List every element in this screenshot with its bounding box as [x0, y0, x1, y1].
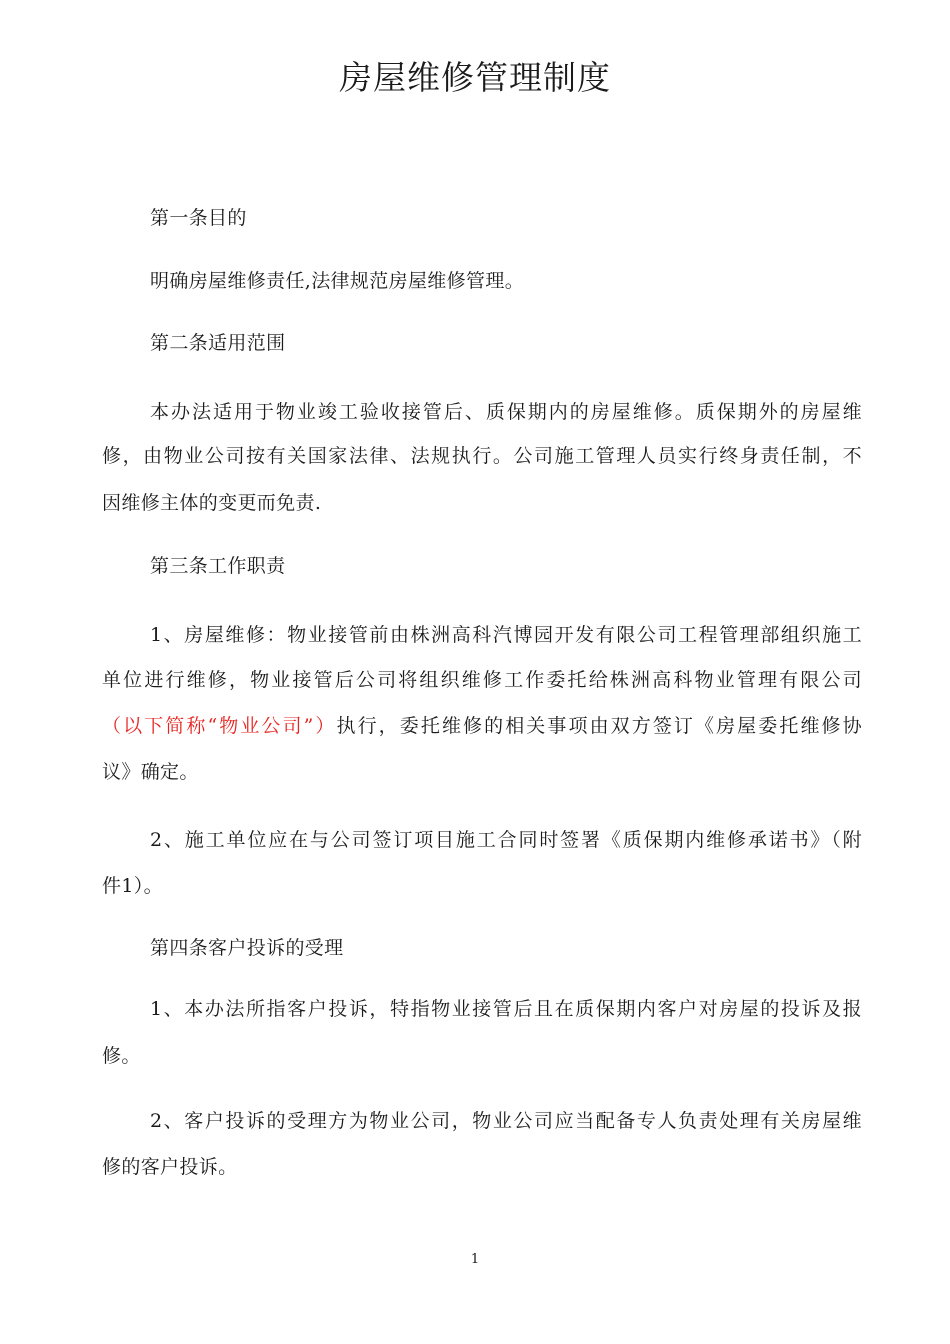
article-3-item-2-line: 件1）。	[102, 875, 163, 897]
article-2-body-line: 因维修主体的变更而免责.	[102, 492, 322, 514]
article-1-heading: 第一条目的	[150, 207, 247, 229]
article-4-item-2-line: 修的客户投诉。	[102, 1156, 238, 1178]
article-3-item-2-line: 2、施工单位应在与公司签订项目施工合同时签署《质保期内维修承诺书》（附	[150, 829, 862, 851]
article-3-item-1-text: 执行，委托维修的相关事项由双方签订《房屋委托维修协	[336, 715, 862, 737]
article-3-heading: 第三条工作职责	[150, 555, 286, 577]
page-number: 1	[470, 1252, 480, 1267]
article-2-body-line: 本办法适用于物业竣工验收接管后、质保期内的房屋维修。质保期外的房屋维	[150, 401, 862, 423]
article-4-heading: 第四条客户投诉的受理	[150, 937, 344, 959]
article-4-item-1-line: 1、本办法所指客户投诉，特指物业接管后且在质保期内客户对房屋的投诉及报	[150, 998, 862, 1020]
article-2-heading: 第二条适用范围	[150, 332, 286, 354]
article-3-item-1-line	[102, 711, 862, 738]
article-3-item-1-line: 1、房屋维修：物业接管前由株洲高科汽博园开发有限公司工程管理部组织施工	[150, 624, 862, 646]
article-3-item-1-line: 议》确定。	[102, 761, 199, 783]
highlighted-abbreviation-note: （以下简称“物业公司”）	[102, 715, 337, 737]
article-1-body: 明确房屋维修责任,法律规范房屋维修管理。	[150, 270, 525, 292]
document-title: 房屋维修管理制度	[339, 58, 611, 97]
article-2-body-line: 修，由物业公司按有关国家法律、法规执行。公司施工管理人员实行终身责任制，不	[102, 445, 862, 467]
article-3-item-1-line: 单位进行维修，物业接管后公司将组织维修工作委托给株洲高科物业管理有限公司	[102, 669, 862, 691]
article-4-item-1-line: 修。	[102, 1045, 141, 1067]
article-4-item-2-line: 2、客户投诉的受理方为物业公司，物业公司应当配备专人负责处理有关房屋维	[150, 1110, 862, 1132]
